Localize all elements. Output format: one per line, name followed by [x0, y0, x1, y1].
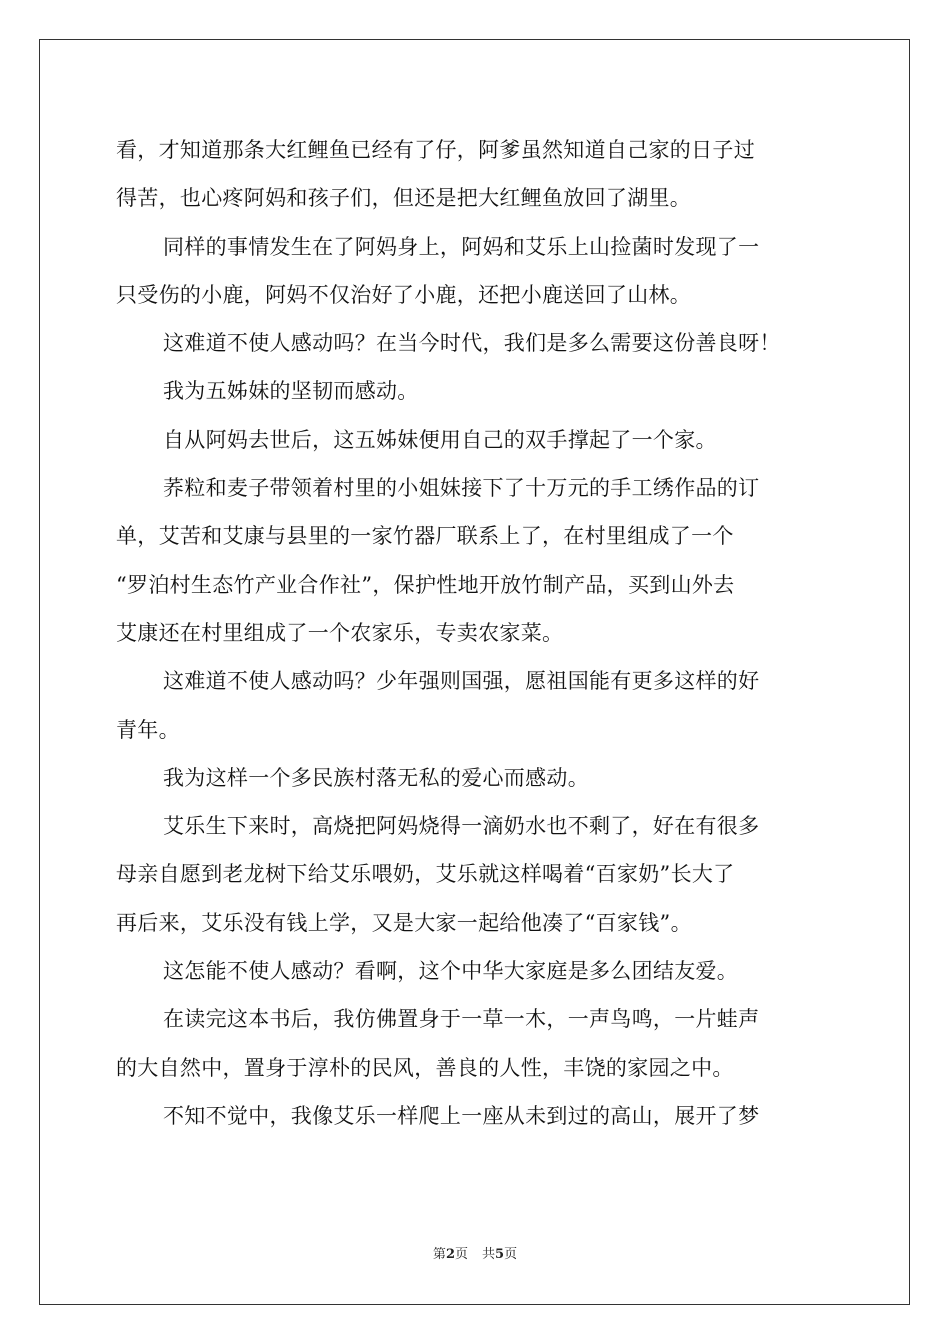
text-line: “罗泊村生态竹产业合作社”，保护性地开放竹制产品，买到山外去 [116, 572, 735, 597]
text-line: 自从阿妈去世后，这五姊妹便用自己的双手撑起了一个家。 [163, 427, 717, 452]
text-line: 只受伤的小鹿，阿妈不仅治好了小鹿，还把小鹿送回了山林。 [116, 282, 692, 307]
text-line: 不知不觉中，我像艾乐一样爬上一座从未到过的高山，展开了梦 [163, 1103, 760, 1128]
text-line: 青年。 [116, 717, 180, 742]
text-line: 看，才知道那条大红鲤鱼已经有了仔，阿爹虽然知道自己家的日子过 [116, 138, 755, 162]
text-line: 在读完这本书后，我仿佛置身于一草一木，一声鸟鸣，一片蛙声 [163, 1007, 760, 1032]
total-suffix: 页 [504, 1247, 518, 1262]
text-line: 荞粒和麦子带领着村里的小姐妹接下了十万元的手工绣作品的订 [163, 476, 760, 501]
text-line: 艾康还在村里组成了一个农家乐，专卖农家菜。 [116, 620, 564, 645]
text-line: 单，艾苦和艾康与县里的一家竹器厂联系上了，在村里组成了一个 [116, 524, 734, 549]
page-footer [0, 1246, 950, 1264]
text-line: 这怎能不使人感动？看啊，这个中华大家庭是多么团结友爱。 [163, 959, 739, 984]
text-line: 我为五姊妹的坚韧而感动。 [163, 379, 419, 404]
text-line: 母亲自愿到老龙树下给艾乐喂奶，艾乐就这样喝着“百家奶”长大了 [116, 862, 735, 887]
text-line: 我为这样一个多民族村落无私的爱心而感动。 [163, 765, 589, 790]
page-total: 5 [495, 1247, 505, 1262]
text-line: 这难道不使人感动吗？少年强则国强，愿祖国能有更多这样的好 [163, 669, 760, 694]
document-body [116, 126, 838, 1140]
text-line: 这难道不使人感动吗？在当今时代，我们是多么需要这份善良呀！ [163, 331, 781, 356]
text-line: 再后来，艾乐没有钱上学，又是大家一起给他凑了“百家钱”。 [116, 910, 692, 935]
text-line: 艾乐生下来时，高烧把阿妈烧得一滴奶水也不剩了，好在有很多 [163, 814, 760, 839]
total-prefix: 共 [482, 1247, 496, 1262]
page-current: 2 [445, 1247, 455, 1262]
text-line: 的大自然中，置身于淳朴的民风，善良的人性，丰饶的家园之中。 [116, 1055, 734, 1080]
page-suffix: 页 [454, 1247, 468, 1262]
text-line: 同样的事情发生在了阿妈身上，阿妈和艾乐上山捡菌时发现了一 [163, 234, 760, 259]
text-line: 得苦，也心疼阿妈和孩子们，但还是把大红鲤鱼放回了湖里。 [116, 186, 692, 211]
page-prefix: 第 [432, 1247, 446, 1262]
